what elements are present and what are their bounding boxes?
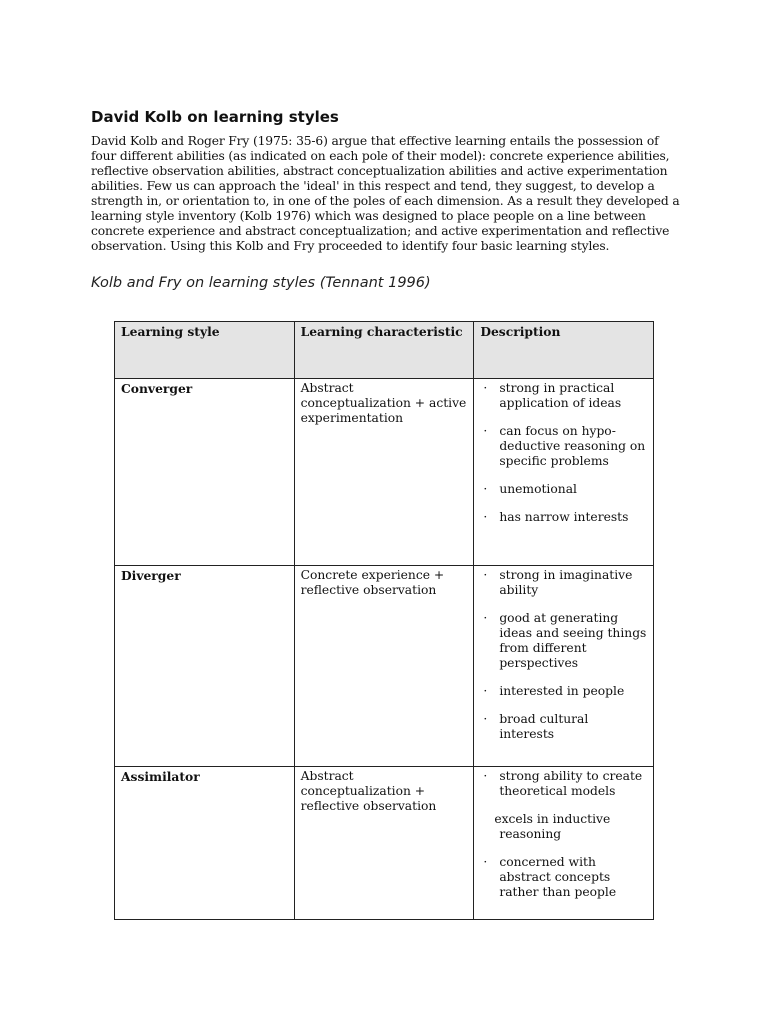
- document-body: [91, 108, 691, 297]
- list-item: · broad cultural interests: [480, 712, 647, 742]
- table-row: [115, 767, 654, 920]
- table-row: [115, 566, 654, 767]
- learning-styles-table: [114, 321, 654, 920]
- list-item: · can focus on hypo-deductive reasoning on specific problems: [480, 424, 647, 469]
- style-cell: Converger: [115, 379, 295, 566]
- style-cell: Assimilator: [115, 767, 295, 920]
- description-list: [480, 568, 647, 742]
- list-item: · interested in people: [480, 684, 647, 699]
- header-description: Description: [474, 322, 654, 379]
- description-cell: [474, 767, 654, 920]
- description-list: [480, 381, 647, 525]
- header-learning-style: Learning style: [115, 322, 295, 379]
- style-cell: Diverger: [115, 566, 295, 767]
- list-item: · good at generating ideas and seeing things from different perspectives: [480, 611, 647, 671]
- list-item: · concerned with abstract concepts rather than people: [480, 855, 647, 900]
- characteristic-cell: Abstract conceptualization + active experimentation: [294, 379, 474, 566]
- list-item: · strong in practical application of ideas: [480, 381, 647, 411]
- table-caption: Kolb and Fry on learning styles (Tennant 1996): [91, 275, 431, 291]
- characteristic-cell: Concrete experience + reflective observation: [294, 566, 474, 767]
- table-row: [115, 379, 654, 566]
- description-list: [480, 769, 647, 900]
- page-title: David Kolb on learning styles: [91, 108, 339, 126]
- list-item: · has narrow interests: [480, 510, 647, 525]
- list-item: · strong in imaginative ability: [480, 568, 647, 598]
- list-item: excels in inductive reasoning: [494, 812, 611, 841]
- intro-paragraph: David Kolb and Roger Fry (1975: 35-6) argue that effective learning entails the possession of four different abilities (as indicated on each pole of their model): concrete experience abilities, reflective observation abilities, abstract conceptualization abilities and active experimentation abilities. Few us can approach the 'ideal' in this respect and tend, they suggest, to develop a strength in, or orientation to, in one of the poles of each dimension. As a result they developed a learning style inventory (Kolb 1976) which was designed to place people on a line between concrete experience and abstract conceptualization; and active experimentation and reflective observation. Using this Kolb and Fry proceeded to identify four basic learning styles.: [91, 134, 680, 253]
- list-item: · strong ability to create theoretical models: [480, 769, 647, 799]
- list-item: · unemotional: [480, 482, 647, 497]
- description-cell: [474, 379, 654, 566]
- description-cell: [474, 566, 654, 767]
- header-learning-characteristic: Learning characteristic: [294, 322, 474, 379]
- characteristic-cell: Abstract conceptualization + reflective observation: [294, 767, 474, 920]
- table-header-row: [115, 322, 654, 379]
